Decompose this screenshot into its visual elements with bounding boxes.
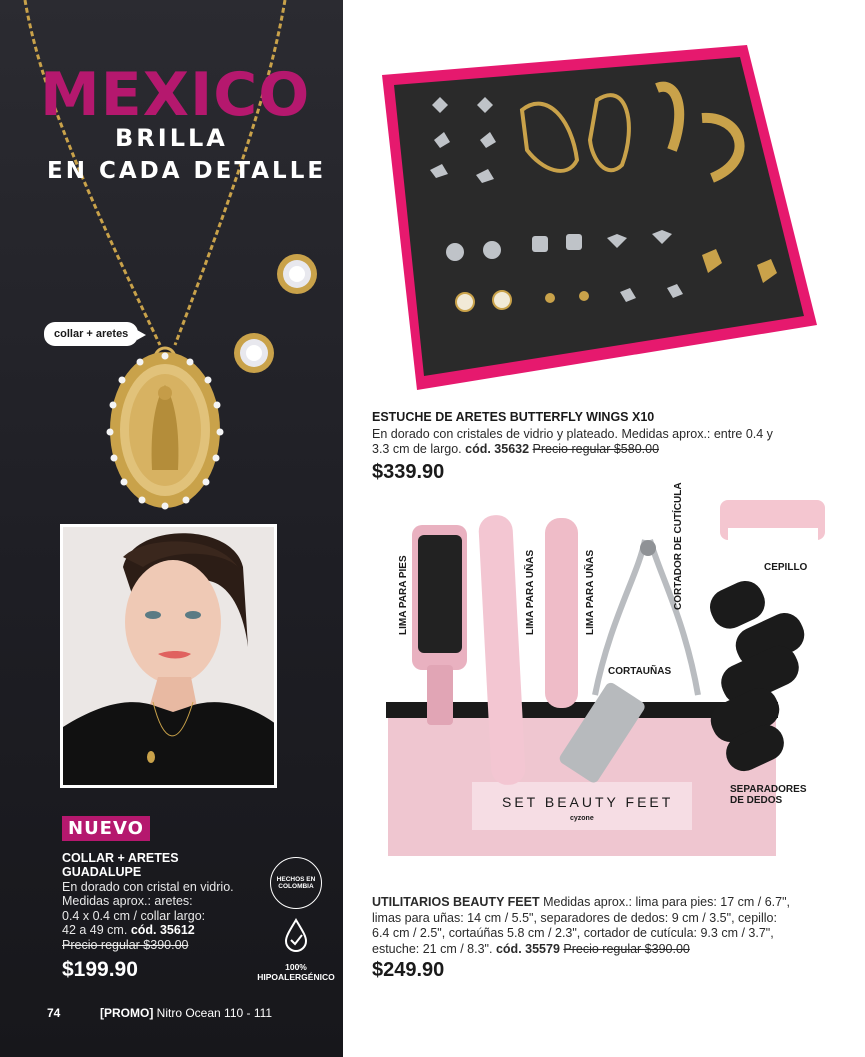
promo-label: [PROMO]	[100, 1006, 154, 1020]
desc-line: En dorado con cristal en vidrio.	[62, 880, 234, 894]
label-cortaunas: CORTAUÑAS	[608, 666, 672, 677]
headline-mexico: MEXICO	[40, 60, 311, 130]
label-cortador-cuticula: CORTADOR DE CUTÍCULA	[673, 482, 684, 610]
headline-brilla: BRILLA	[115, 124, 228, 152]
left-panel	[0, 0, 343, 1057]
product-code: cód. 35612	[130, 923, 195, 938]
label-lima-unas-2: LIMA PARA UÑAS	[585, 549, 596, 635]
model-illustration	[63, 527, 277, 788]
page-number: 74	[47, 1006, 61, 1020]
beauty-feet-kit-image	[380, 482, 850, 885]
regular-price: Precio regular $580.00	[532, 442, 660, 456]
kit-illustration	[380, 490, 850, 885]
product-description-collar	[62, 880, 252, 952]
label-lima-pies: LIMA PARA PIES	[398, 555, 409, 635]
regular-price: Precio regular $390.00	[563, 941, 690, 956]
product-title-earrings: ESTUCHE DE ARETES BUTTERFLY WINGS X10	[372, 410, 655, 424]
hechos-en-colombia-badge: HECHOS EN COLOMBIA	[270, 857, 322, 909]
price-collar: $199.90	[62, 958, 138, 981]
desc-line: Medidas aprox.: aretes:	[62, 894, 193, 909]
bag-brand: cyzone	[570, 815, 594, 822]
collar-aretes-badge: collar + aretes	[44, 322, 138, 346]
stud-earring-1	[277, 254, 317, 294]
drop-check-icon	[282, 918, 310, 952]
price-earrings: $339.90	[372, 461, 445, 483]
nuevo-badge: NUEVO	[62, 816, 150, 841]
product-code: cód. 35579	[495, 941, 560, 956]
price-kit: $249.90	[372, 959, 445, 981]
label-cepillo: CEPILLO	[764, 562, 808, 573]
product-description-earrings	[372, 427, 792, 457]
earrings-box-illustration	[372, 40, 824, 395]
promo-text: Nitro Ocean 110 - 111	[156, 1006, 273, 1020]
label-lima-unas-1: LIMA PARA UÑAS	[525, 549, 536, 635]
stud-earring-2	[234, 333, 274, 373]
desc-line	[62, 923, 252, 937]
headline-detalle: EN CADA DETALLE	[47, 158, 327, 184]
size-text: 42 a 49 cm.	[62, 923, 128, 938]
model-photo	[60, 524, 277, 788]
bag-text: SET BEAUTY FEET	[502, 794, 674, 810]
product-title-collar: COLLAR + ARETES GUADALUPE	[62, 851, 179, 879]
regular-price: Precio regular $390.00	[62, 937, 189, 952]
product-description-kit	[372, 895, 792, 957]
desc-line: 0.4 x 0.4 cm / collar largo:	[62, 908, 206, 923]
earrings-box-image	[372, 40, 824, 395]
label-separadores: SEPARADORES DE DEDOS	[730, 784, 807, 806]
product-code: cód. 35632	[465, 442, 530, 456]
desc-text: En dorado con cristales de vidrio y plateado. Medidas aprox.: entre 0.4 y 3.3 cm de largo.	[372, 427, 773, 456]
promo-footer	[100, 1006, 272, 1020]
hipoalergenico-label: 100% HIPOALERGÉNICO	[257, 962, 335, 982]
product-title-kit: UTILITARIOS BEAUTY FEET	[372, 895, 540, 909]
desc-text: Medidas aprox.: lima para pies: 17 cm / 6.7", limas para uñas: 14 cm / 5.5", separadores de dedos: 9 cm / 3.5", cepillo: 6.4 cm / 2.5", cortaúñas 5.8 cm / 2.3", cortador de cutícula: 9.3 cm / 3.7", estuche: 21 cm / 8.3".	[372, 895, 791, 956]
